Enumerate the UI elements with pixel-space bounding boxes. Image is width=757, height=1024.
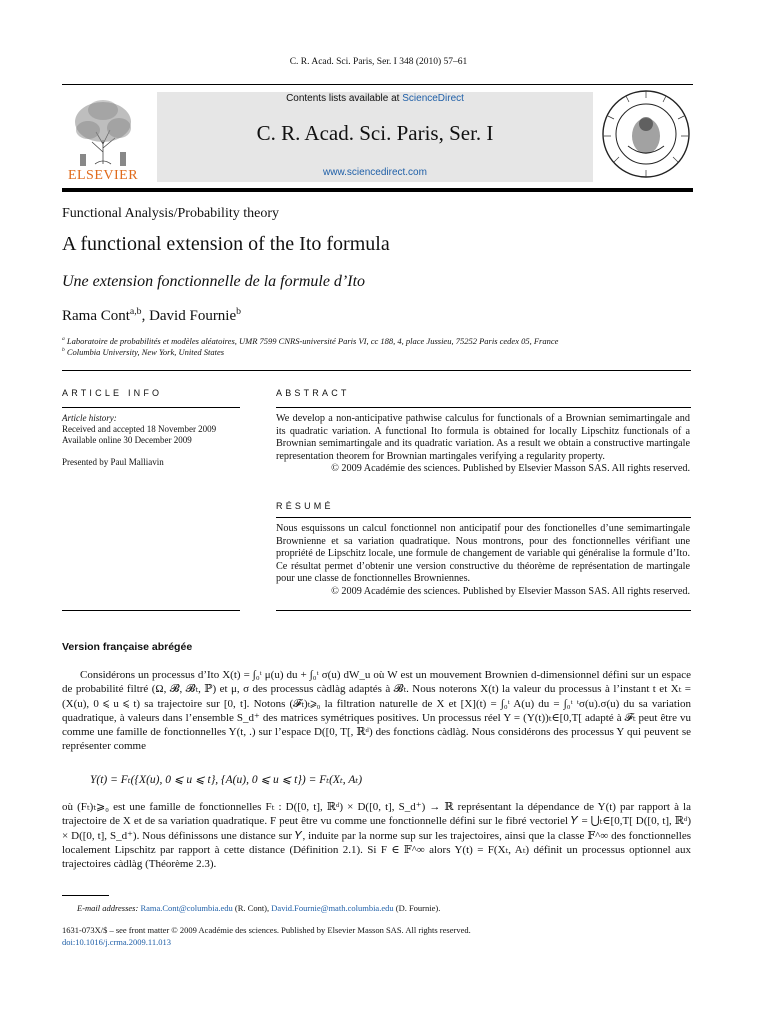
body-paragraph: où (Fₜ)ₜ⩾₀ est une famille de fonctionnelles Fₜ : D([0, t], ℝᵈ) × D([0, t], S_d⁺) → ℝ représentant la dépendance de Y(t) par rapport à la trajectoire de X et de sa variation quadratique. F peut être vu comme une fonctionnelle défini sur le fibré vectoriel 𝛶 = ⋃ₜ∈[0,T[ D([0, t], ℝᵈ) × D([0, t], S_d⁺). Nous définissons une distance sur 𝛶, induite par la norme sup sur les trajectoires, ainsi que la classe 𝔽^∞ des fonctionnelles localement Lipschitz par rapport à cette distance (Définition 2.1). Si F ∈ 𝔽^∞ alors Y(t) = F(Xₜ, Aₜ) définit un processus optionnel aux trajectoires càdlàg (Théorème 2.3). [62,801,691,871]
paper-title: A functional extension of the Ito formula [62,233,390,255]
issn-line: 1631-073X/$ – see front matter © 2009 Académie des sciences. Published by Elsevier Masson SAS. All rights reserved. [62,925,471,935]
footnote-label: E-mail addresses: [77,903,139,913]
resume-rule [276,517,691,518]
journal-url-link[interactable]: www.sciencedirect.com [323,167,427,178]
journal-title: C. R. Acad. Sci. Paris, Ser. I [256,121,494,145]
footnote-who: (D. Fournie). [395,903,441,913]
resume-text: Nous esquissons un calcul fonctionnel non anticipatif pour des fonctionelles d’une semimartingale Brownienne et sa variation quadratique. Nous montrons, pour des fonctionnelles vérifiant une propriété de Lipschitz locale, une formule de changement de variable qui généralise la formule d’Ito. Ce résultat permet d’obtenir une version constructive du théorème de représentation de martingale pour une classe de fonctionnelles Browniennes. [276,523,690,585]
resume-bottom-rule [276,610,691,611]
footnote-rule [62,895,109,896]
journal-reference: C. R. Acad. Sci. Paris, Ser. I 348 (2010) 57–61 [289,57,468,67]
author-list [62,306,241,325]
history-label: Article history: [62,413,117,423]
elsevier-logo-text: ELSEVIER [67,168,139,183]
article-info-rule [62,407,240,408]
email-footnote [77,903,440,913]
footnote-who: (R. Cont), [234,903,270,913]
header-top-rule [62,84,693,85]
doi-link[interactable]: doi:10.1016/j.crma.2009.11.013 [62,937,171,947]
academy-seal-icon [600,86,692,182]
author-affiliation-mark: b [236,306,242,317]
abstract-copyright: © 2009 Académie des sciences. Published by Elsevier Masson SAS. All rights reserved. [331,463,690,475]
header-bottom-rule [62,188,693,192]
abstract-rule [276,407,691,408]
body-paragraph: Considérons un processus d’Ito X(t) = ∫₀ᵗ μ(u) du + ∫₀ᵗ σ(u) dW_u où W est un mouvement Brownien d-dimensionnel défini sur un espace de probabilité filtré (Ω, 𝓑, 𝓑ₜ, ℙ) et μ, σ des processus càdlàg adaptés à 𝓑ₜ. Nous noterons X(t) la valeur du processus à l’instant t et Xₜ = (X(u), 0 ⩽ u ⩽ t) sa trajectoire sur [0, t]. Notons (𝓕ₜ)ₜ⩾₀ la filtration naturelle de X et [X](t) = ∫₀ᵗ A(u) du = ∫₀ᵗ ᵗσ(u).σ(u) du sa variation quadratique, à valeurs dans l’ensemble S_d⁺ des matrices symétriques positives. Un processus réel Y = (Y(t))ₜ∈[0,T[ adapté à 𝓕ₜ peut être vu comme une famille de fonctionnelles Y(t, .) sur l’espace D([0, T[, ℝᵈ) des fonctions càdlàg. Nous considérons des processus Y qui peuvent se représenter comme [62,669,691,753]
subject-area: Functional Analysis/Probability theory [62,206,279,221]
affiliation-mark: b [62,347,65,354]
article-history [62,413,216,446]
online-date: Available online 30 December 2009 [62,435,192,445]
received-date: Received and accepted 18 November 2009 [62,424,217,434]
resume-copyright: © 2009 Académie des sciences. Published by Elsevier Masson SAS. All rights reserved. [331,585,690,597]
resume-heading: RÉSUMÉ [276,501,334,511]
paper-title-french: Une extension fonctionnelle de la formule d’Ito [62,273,366,290]
affiliation-text: Columbia University, New York, United States [66,347,225,357]
article-info-bottom-rule [62,610,240,611]
author-name: David Fournie [149,308,237,324]
affiliation-mark: a [62,336,65,343]
contents-line [157,93,593,104]
section-divider [62,370,691,371]
abstract-block [276,413,690,476]
author-affiliation-mark: a,b [129,306,142,317]
author-separator: , [141,308,150,324]
abstract-text: We develop a non-anticipative pathwise calculus for functionals of a Brownian semimartingale and its quadratic variation. A functional Ito formula is obtained for locally Lipschitz functionals of a Brownian semimartingale and its quadratic variation. As a result we obtain a constructive martingale representation theorem for Brownian martingales verifying a regularity property. [276,413,690,462]
contents-prefix: Contents lists available at [286,93,403,104]
email-link-fournie[interactable]: David.Fournie@math.columbia.edu [271,903,394,913]
sciencedirect-link[interactable]: ScienceDirect [402,93,464,104]
article-info-heading: ARTICLE INFO [62,388,163,398]
presented-by: Presented by Paul Malliavin [62,457,164,467]
affiliation-a [62,336,558,346]
author-name: Rama Cont [62,308,130,324]
version-francaise-heading: Version française abrégée [62,641,193,653]
affiliation-text: Laboratoire de probabilités et modèles aléatoires, UMR 7599 CNRS-université Paris VI, cc 188, 4, place Jussieu, 75252 Paris cedex 05, France [66,336,559,346]
email-link-cont[interactable]: Rama.Cont@columbia.edu [140,903,233,913]
affiliation-b [62,347,224,357]
abstract-heading: ABSTRACT [276,388,350,398]
resume-block [276,523,690,599]
display-equation: Y(t) = Fₜ({X(u), 0 ⩽ u ⩽ t}, {A(u), 0 ⩽ u ⩽ t}) = Fₜ(Xₜ, Aₜ) [90,774,363,786]
